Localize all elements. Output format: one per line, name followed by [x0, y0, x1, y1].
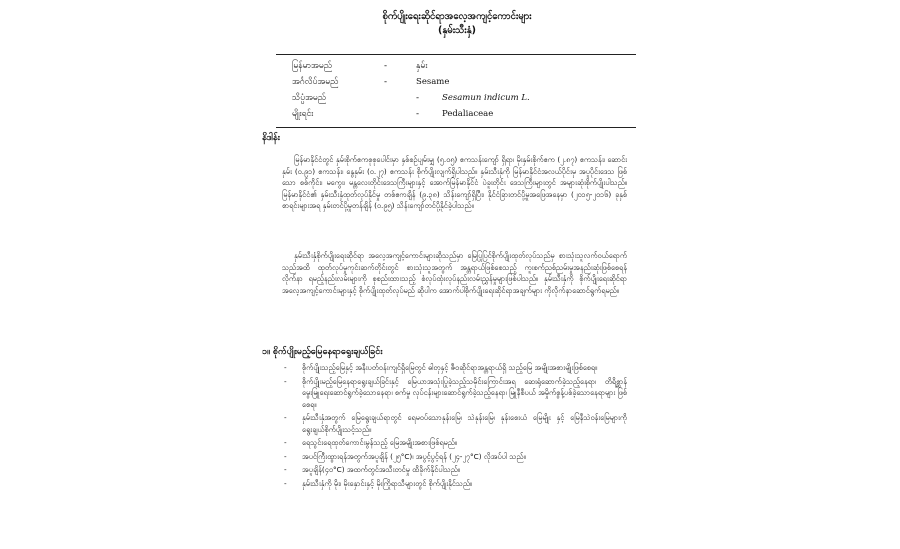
crop-info-value: Pedaliaceae — [442, 109, 494, 119]
list-item-text: နှမ်းသီးနှံကို မိုး၊ မိုးနှောင်းနှင့် မိုးကြိုရာသီများတွင် စိုက်ပျိုးနိုင်သည်။ — [302, 478, 473, 488]
list-item — [282, 437, 627, 449]
list-item — [282, 464, 627, 476]
bullet-dash: - — [284, 438, 287, 447]
list-item-text: နှမ်းသီးနှံအတွက် မြေရွေးချယ်ရာတွင် ရေမဝပ်သောနုန်းမြေ၊ သဲနုန်းမြေ၊ နုန်းစေးယံ မြေမျိုး နှင့် မြေနီသဲဝန်းမြေများကို ရွေးချယ်စိုက်ပျိုးသင့်သည်။ — [302, 413, 627, 434]
bullet-dash: - — [284, 413, 287, 422]
crop-info-dash: - — [416, 109, 420, 119]
document-subtitle: (နှမ်းသီးနှံ) — [438, 25, 476, 36]
crop-info-row-family — [292, 106, 632, 122]
site-selection-heading: ၁။ စိုက်ပျိုးမည့်မြေနေရာရွေးချယ်ခြင်း — [262, 347, 383, 357]
crop-info-label: မြန်မာအမည် — [292, 61, 332, 71]
document-page — [262, 0, 652, 549]
intro-paragraph: မြန်မာနိုင်ငံတွင် နှမ်းစိုက်ဧကစုစုပေါင်းမှာ နှစ်စဉ်ပျမ်းမျှ (၅.၀၅) ဧကသန်းကျော် ရှိရာ၊ မိုးနှမ်းစိုက်ဧက (၂.၈၇) ဧကသန်း၊ ဆောင်းနှမ်း (၀.၉၁) ဧကသန်း၊ နွေနှမ်း (၀.၂၇) ဧကသန်း စိုက်ပျိုးလျက်ရှိပါသည်။ နှမ်းသီးနှံကို မြန်မာနိုင်ငံအလယ်ပိုင်းမှ အပူပိုင်းဒေသ ဖြစ်သော စစ်ကိုင်း၊ မကွေး၊ မန္တလေးတိုင်းဒေသကြီးများနှင့် အောက်မြန်မာနိုင်ငံ ပဲခူးတိုင်း ဒေသကြီးများတွင် အများဆုံးစိုက်ပျိုးပါသည်။ မြန်မာနိုင်ငံ၏ နှမ်းသီးနှံထုတ်လုပ်နိုင်မှု တစ်ဧကချိန် (၉.၃၈) သိန်းကျော်ရှိပြီး၊ နိုင်ငံခြားတင်ပို့မှုအဖြေအနေမှာ (၂၀၁၅-၂၀၁၆) ခုနှစ် စာရင်းများအရ နှမ်းတင်ပို့မှုတန်ချိန် (၀.၉၅) သိန်းကျော်တင်ပို့နိုင်ခဲ့ပါသည်။ — [282, 155, 627, 211]
crop-info-dash: - — [384, 61, 388, 71]
crop-info-label: အင်္ဂလိပ်အမည် — [292, 77, 339, 87]
bottom-divider — [276, 127, 636, 128]
bullet-dash: - — [284, 363, 287, 372]
intro-paragraph: နှမ်းသီးနှံစိုက်ပျိုးရေးဆိုင်ရာ အလေ့အကျင့်ကောင်းများဆိုသည်မှာ မြေပြုပြင်စိုက်ပျိုးထုတ်လုပ်သည်မှ စားသုံးသူလက်ဝယ်ရောက်သည်အထိ ထုတ်လုပ်မှုကုင်းဆက်တိုင်းတွင် စားသုံးသူအတွက် အန္တရာယ်ဖြစ်စေသည့် ကူးစက်ညစ်ညမ်းမှုအနည်းဆုံးဖြစ်စေရန် လိုက်နာ ရမည့်နည်းလမ်းများကို စုစည်းထားသည့် စံလုပ်ထုံးလုပ်နည်းလမ်းညွှန်မှုများဖြစ်ပါသည်။ နှမ်းသီးနှံကို စိုက်ပျိုးရေးဆိုင်ရာ အလေ့အကျင့်ကောင်းများနှင့် စိုက်ပျိုးထုတ်လုပ်မည် ဆိုပါက အောက်ပါစိုက်ပျိုးရေးဆိုင်ရာအချက်များ ကိုလိုက်နာဆောင်ရွက်ရမည်။ — [282, 251, 627, 295]
crop-info-dash: - — [384, 77, 388, 87]
crop-info-row-scientific-name — [292, 90, 632, 106]
document-title: စိုက်ပျိုးရေးဆိုင်ရာအလေ့အကျင့်ကောင်းများ — [382, 11, 532, 22]
crop-info-value: Sesame — [416, 77, 450, 87]
list-item-text: စိုက်ပျိုးမည့်မြေနေရာရွေးချယ်ခြင်းနှင့် မြေယာအသုံးပြုခဲ့သည့်သမိုင်းကြောင်းအရ ဆေးရုံဆောက်ခဲ့သည့်နေရာ၊ တိရိစ္ဆာန်မွေးမြူရေးဆောင်ရွက်ခဲ့သောနေရာ၊ စက်မှု လုပ်ငန်းများဆောင်ရွက်ခဲ့သည့်နေရာ၊ မြူနီစီပယ် အမှိုက်စွန့်ပစ်ခဲ့သောနေရာများ ဖြစ်စေရ။ — [302, 376, 628, 409]
list-item — [282, 451, 627, 463]
list-item — [282, 412, 627, 435]
crop-info-value: Sesamun indicum L. — [442, 93, 530, 103]
list-item-text: အပင်ကြီးထွားရန်အတွက်အပူချိန် (၂၅°C)၊ အပွင့်ပွင့်ရန် (၂၄-၂၇°C) လိုအပ်ပါ သည်။ — [302, 451, 526, 461]
list-item-text: အပူချိန်(၄၀°C) အထက်တွင်အသီးတင်မှု ထိခိုက်နိုင်ပါသည်။ — [302, 465, 461, 474]
crop-info-row-english-name — [292, 74, 632, 90]
list-item-text: စိုက်ပျိုးသည့်မြေနှင့် အနီးပတ်ဝန်းကျင်ရှိမြေတွင် ဓါတုနှင့် ဇီဝဆိုင်ရာအန္တရာယ်ရှိ သည့်မြေ အမျိုးအစားမျိုးဖြစ်စေရ။ — [302, 363, 598, 372]
bullet-dash: - — [284, 376, 287, 386]
list-item — [282, 376, 627, 411]
list-item — [282, 478, 627, 490]
top-divider — [276, 54, 636, 55]
bullet-dash: - — [284, 478, 287, 488]
bullet-dash: - — [284, 451, 287, 461]
bullet-dash: - — [284, 465, 287, 474]
crop-info-dash: - — [416, 93, 420, 103]
crop-info-label: သိပ္ပံအမည် — [292, 93, 326, 103]
list-item-text: ရေသွင်းရေထုတ်ကောင်းမွန်သည့် မြေအမျိုးအစားဖြစ်ရမည်။ — [302, 438, 457, 447]
intro-heading: နိဒါန်း — [262, 133, 280, 143]
site-selection-list — [282, 362, 627, 491]
crop-info-value: နှမ်း — [416, 61, 428, 71]
list-item — [282, 362, 627, 374]
crop-info-table — [292, 58, 632, 122]
crop-info-row-myanmar-name — [292, 58, 632, 74]
crop-info-label: မျိုးရင်း — [292, 109, 314, 119]
